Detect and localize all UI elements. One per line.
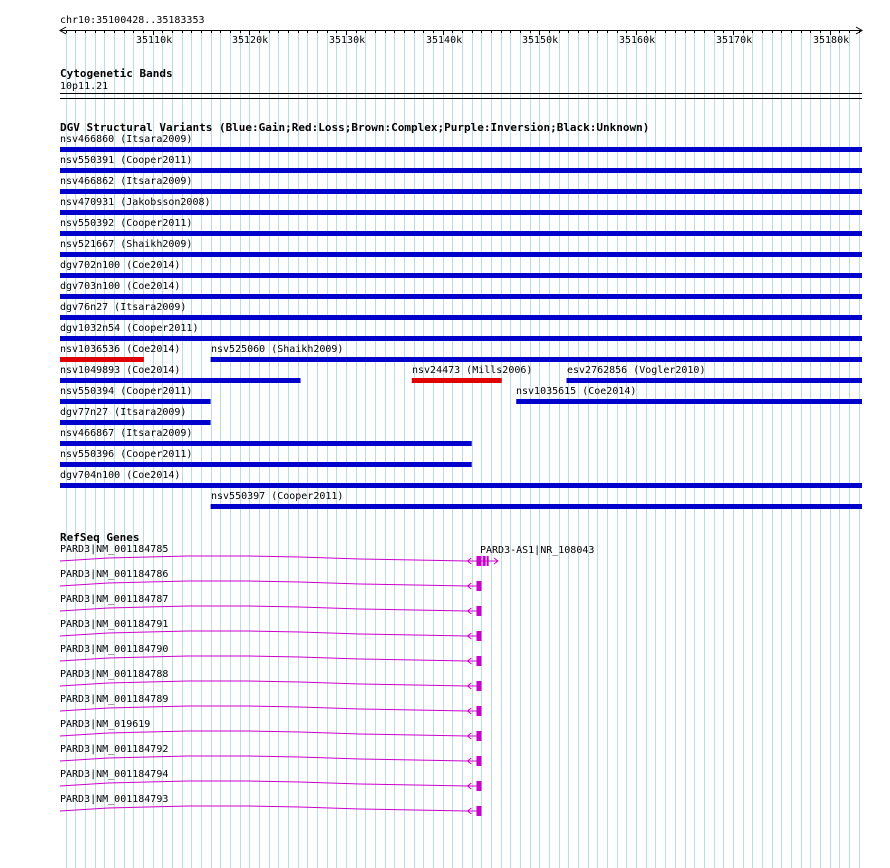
transcript-label: PARD3|NM_001184788 [60,669,169,680]
variant-bar [60,273,862,278]
variant-bar [60,189,862,194]
transcript-exon [476,606,481,616]
variant-label: nsv521667 (Shaikh2009) [60,239,193,250]
ruler-tick-label: 35120k [232,35,269,46]
variant-label: nsv525060 (Shaikh2009) [211,344,344,355]
ruler-tick-label: 35110k [136,35,173,46]
antisense-exon [483,556,486,566]
variant-label: dgv704n100 (Coe2014) [60,470,181,481]
variant-bar [60,315,862,320]
variant-label: esv2762856 (Vogler2010) [567,365,706,376]
transcript-intron-line [60,581,467,586]
variant-bar [412,378,502,383]
variant-label: nsv550391 (Cooper2011) [60,155,193,166]
antisense-exon [487,556,489,566]
variant-label: nsv1036536 (Coe2014) [60,344,181,355]
variant-label: dgv702n100 (Coe2014) [60,260,181,271]
variant-bar [60,357,144,362]
transcript-label: PARD3|NM_001184790 [60,644,169,655]
transcript-label: PARD3|NM_001184792 [60,744,169,755]
variant-label: dgv76n27 (Itsara2009) [60,302,187,313]
transcript-intron-line [60,656,467,661]
transcript-intron-line [60,806,467,811]
cytoband-title: Cytogenetic Bands [60,67,173,80]
variant-bar [60,231,862,236]
ruler [60,27,862,35]
refseq-title: RefSeq Genes [60,531,140,544]
cytoband-line-bottom [60,98,862,99]
variant-label: nsv550394 (Cooper2011) [60,386,193,397]
dgv-title: DGV Structural Variants (Blue:Gain;Red:Loss;Brown:Complex;Purple:Inversion;Black:Unknown) [60,121,650,134]
variant-label: dgv1032n54 (Cooper2011) [60,323,199,334]
ruler-tick-label: 35130k [329,35,366,46]
variant-bar [60,252,862,257]
variant-bar [60,483,862,488]
transcript-label: PARD3|NM_001184787 [60,594,169,605]
transcript-exon [476,631,481,641]
antisense-label: PARD3-AS1|NR_108043 [480,545,595,556]
transcript-intron-line [60,631,467,636]
transcript-intron-line [60,731,467,736]
variant-bar [60,420,211,425]
cytoband-track [60,93,862,99]
variant-label: nsv470931 (Jakobsson2008) [60,197,211,208]
variant-label: nsv466867 (Itsara2009) [60,428,193,439]
region-label: chr10:35100428..35183353 [60,15,205,26]
transcript-exon [476,731,481,741]
variant-bar [60,462,472,467]
variant-label: dgv77n27 (Itsara2009) [60,407,187,418]
transcript-exon [476,756,481,766]
transcript-label: PARD3|NM_019619 [60,719,151,730]
transcript-label: PARD3|NM_001184785 [60,544,169,555]
transcript-exon [476,781,481,791]
transcript-label: PARD3|NM_001184793 [60,794,169,805]
variant-label: nsv550396 (Cooper2011) [60,449,193,460]
ruler-tick-label: 35180k [813,35,850,46]
transcript-intron-line [60,781,467,786]
transcript-exon [476,706,481,716]
transcript-label: PARD3|NM_001184786 [60,569,169,580]
antisense-exon [477,556,481,566]
transcript-label: PARD3|NM_001184794 [60,769,169,780]
cytoband-line-top [60,93,862,94]
variant-bar [567,378,862,383]
variant-bar [60,336,862,341]
transcript-exon [476,681,481,691]
variant-bar [60,441,472,446]
transcript-exon [476,581,481,591]
variant-label: nsv24473 (Mills2006) [412,365,533,376]
variant-label: nsv550397 (Cooper2011) [211,491,344,502]
variant-label: nsv1035615 (Coe2014) [516,386,637,397]
variant-label: dgv703n100 (Coe2014) [60,281,181,292]
transcript-intron-line [60,706,467,711]
cytoband-name: 10p11.21 [60,81,109,92]
variant-label: nsv466860 (Itsara2009) [60,134,193,145]
transcript-intron-line [60,681,467,686]
ruler-tick-label: 35170k [716,35,753,46]
transcript-intron-line [60,556,467,561]
variant-bar [516,399,862,404]
variant-bar [60,210,862,215]
variant-bar [211,504,862,509]
variant-bar [60,399,211,404]
transcript-intron-line [60,756,467,761]
transcript-exon [476,656,481,666]
transcript-intron-line [60,606,467,611]
ruler-tick-label: 35140k [426,35,463,46]
variant-bar [60,378,301,383]
ruler-tick-label: 35160k [619,35,656,46]
variant-bar [60,168,862,173]
transcript-label: PARD3|NM_001184789 [60,694,169,705]
ruler-tick-label: 35150k [522,35,559,46]
transcript-label: PARD3|NM_001184791 [60,619,169,630]
variant-bar [60,294,862,299]
variant-bar [211,357,862,362]
variant-label: nsv550392 (Cooper2011) [60,218,193,229]
variant-label: nsv1049893 (Coe2014) [60,365,181,376]
transcript-exon [476,806,481,816]
variant-label: nsv466862 (Itsara2009) [60,176,193,187]
variant-bar [60,147,862,152]
